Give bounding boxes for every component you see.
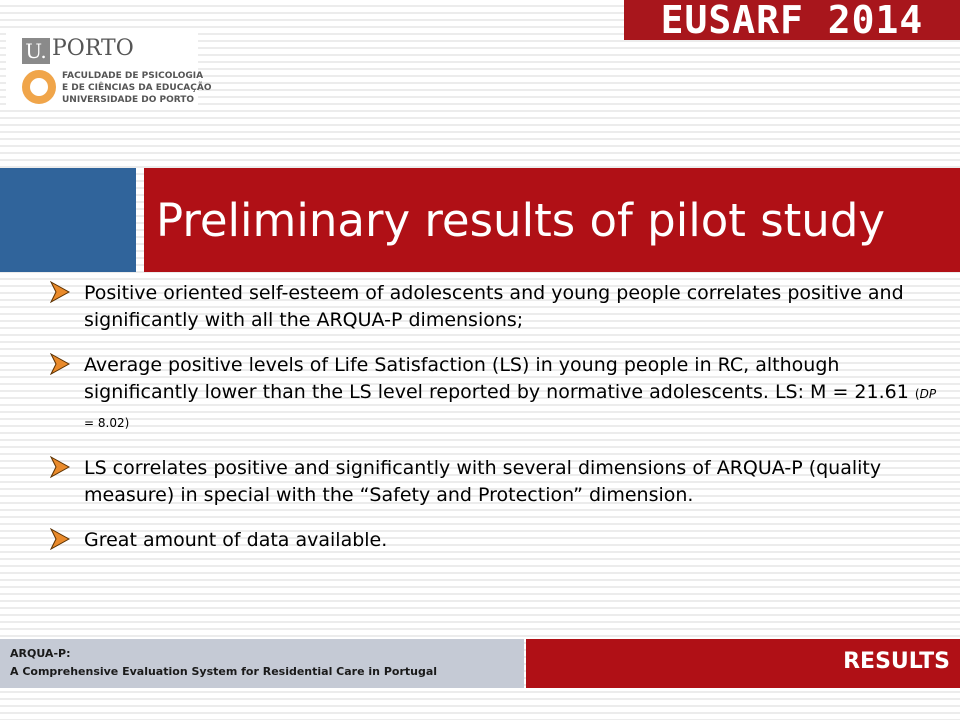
bullet-text: LS correlates positive and significantly with several dimensions of ARQUA-P (quality measure) in special with the “Safety and Protection” dimension. — [84, 457, 882, 506]
bullet-text — [84, 352, 948, 437]
university-logo — [6, 30, 212, 110]
arrow-bullet-icon — [50, 456, 70, 478]
footer-project-name: ARQUA-P: — [10, 647, 71, 660]
bullet-item — [48, 352, 948, 437]
footer-section — [526, 639, 960, 688]
faculty-line: UNIVERSIDADE DO PORTO — [62, 95, 195, 105]
faculty-ring-icon — [22, 70, 56, 104]
title-bar — [144, 168, 960, 272]
faculty-line: FACULDADE DE PSICOLOGIA — [62, 71, 204, 81]
bullet-item — [48, 280, 948, 334]
footer-project — [0, 639, 524, 688]
bullet-item — [48, 455, 948, 509]
logo-porto-word: PORTO — [52, 36, 134, 61]
footer-project-subtitle: A Comprehensive Evaluation System for Residential Care in Portugal — [10, 665, 438, 678]
arrow-bullet-icon — [50, 528, 70, 550]
arrow-bullet-icon — [50, 353, 70, 375]
accent-square — [0, 168, 136, 272]
logo-u-mark: U. — [22, 38, 50, 64]
arrow-bullet-icon — [50, 281, 70, 303]
bullet-text: Great amount of data available. — [84, 529, 388, 551]
bullet-list — [48, 280, 948, 572]
event-banner: EUSARF 2014 — [624, 0, 960, 40]
bullet-text: Positive oriented self-esteem of adolescents and young people correlates positive and significantly with all the ARQUA-P dimensions; — [84, 282, 904, 331]
slide-title: Preliminary results of pilot study — [156, 194, 886, 247]
faculty-name — [62, 70, 212, 106]
bullet-item — [48, 527, 948, 554]
bullet-main-text: Average positive levels of Life Satisfaction (LS) in young people in RC, although significantly lower than the LS level reported by normative adolescents. LS: M = 21.61 — [84, 354, 909, 403]
sd-note: (DP = 8.02) — [84, 387, 937, 430]
section-label: RESULTS — [843, 649, 950, 674]
faculty-line: E DE CIÊNCIAS DA EDUCAÇÃO — [62, 83, 212, 93]
